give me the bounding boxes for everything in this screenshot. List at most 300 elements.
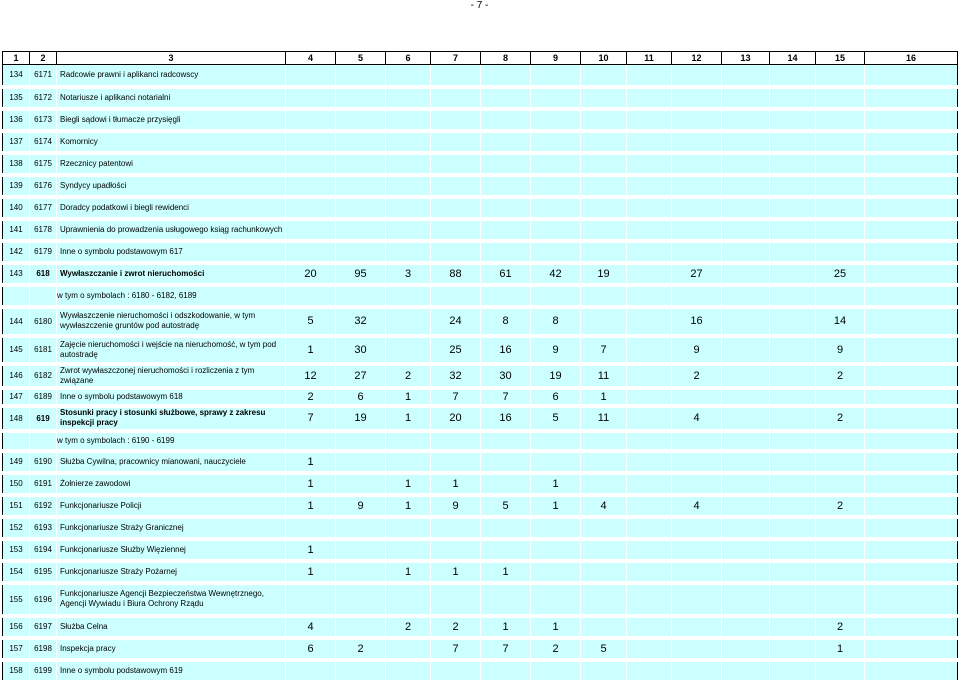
value-cell [286, 241, 336, 263]
value-cell: 2 [431, 616, 481, 638]
value-cell [336, 660, 386, 682]
value-cell [481, 131, 531, 153]
value-cell [286, 197, 336, 219]
value-cell [581, 307, 627, 336]
description-cell: Funkcjonariusze Straży Pożarnej [57, 561, 286, 583]
row-number-cell: 151 [3, 495, 30, 517]
row-number-cell: 142 [3, 241, 30, 263]
statistics-table [2, 51, 958, 684]
value-cell [865, 451, 958, 473]
value-cell [722, 388, 770, 406]
value-cell [770, 153, 816, 175]
value-cell [336, 65, 386, 87]
value-cell [722, 263, 770, 285]
symbol-cell: 6174 [30, 131, 57, 153]
table-row [3, 109, 958, 131]
table-row [3, 87, 958, 109]
symbol-cell: 619 [30, 406, 57, 431]
value-cell: 19 [581, 263, 627, 285]
value-cell [722, 616, 770, 638]
value-cell [770, 175, 816, 197]
description-cell: Funkcjonariusze Służby Więziennej [57, 539, 286, 561]
value-cell [627, 175, 672, 197]
value-cell: 2 [816, 364, 865, 388]
value-cell: 24 [431, 307, 481, 336]
symbol-cell: 6177 [30, 197, 57, 219]
table-row [3, 388, 958, 406]
row-number-cell: 135 [3, 87, 30, 109]
value-cell [581, 109, 627, 131]
value-cell [770, 473, 816, 495]
row-number-cell: 152 [3, 517, 30, 539]
description-cell: Wywłaszczanie i zwrot nieruchomości [57, 263, 286, 285]
value-cell: 14 [816, 307, 865, 336]
row-number-cell: 153 [3, 539, 30, 561]
column-number-header: 4 [286, 52, 336, 65]
value-cell [431, 131, 481, 153]
value-cell [816, 473, 865, 495]
value-cell [531, 131, 581, 153]
value-cell [627, 364, 672, 388]
value-cell [627, 583, 672, 616]
page-number: - 7 - [470, 0, 489, 11]
value-cell: 11 [581, 406, 627, 431]
description-cell: Służba Cywilna, pracownicy mianowani, nauczyciele [57, 451, 286, 473]
value-cell [770, 65, 816, 87]
value-cell [336, 431, 386, 451]
row-number-cell: 156 [3, 616, 30, 638]
value-cell [627, 336, 672, 364]
column-number-header: 9 [531, 52, 581, 65]
value-cell [386, 285, 431, 307]
value-cell [816, 153, 865, 175]
value-cell [386, 539, 431, 561]
value-cell [722, 561, 770, 583]
value-cell [722, 285, 770, 307]
column-number-header: 12 [672, 52, 722, 65]
value-cell [581, 87, 627, 109]
table-row [3, 197, 958, 219]
row-number-cell: 145 [3, 336, 30, 364]
symbol-cell: 6182 [30, 364, 57, 388]
value-cell [627, 431, 672, 451]
symbol-cell [30, 285, 57, 307]
description-cell: Rzecznicy patentowi [57, 153, 286, 175]
row-number-cell: 148 [3, 406, 30, 431]
description-cell: Radcowie prawni i aplikanci radcowscy [57, 65, 286, 87]
value-cell [581, 660, 627, 682]
table-row [3, 336, 958, 364]
value-cell [336, 197, 386, 219]
row-number-cell: 137 [3, 131, 30, 153]
value-cell [770, 87, 816, 109]
column-number-header: 13 [722, 52, 770, 65]
value-cell: 9 [336, 495, 386, 517]
value-cell [770, 561, 816, 583]
value-cell [431, 109, 481, 131]
value-cell: 4 [286, 616, 336, 638]
symbol-cell: 6198 [30, 638, 57, 660]
value-cell: 32 [336, 307, 386, 336]
value-cell [865, 660, 958, 682]
value-cell [431, 285, 481, 307]
value-cell [627, 65, 672, 87]
value-cell [816, 388, 865, 406]
value-cell: 4 [581, 495, 627, 517]
value-cell [627, 660, 672, 682]
value-cell [672, 87, 722, 109]
value-cell: 2 [286, 388, 336, 406]
value-cell [865, 65, 958, 87]
value-cell [531, 219, 581, 241]
value-cell: 7 [286, 406, 336, 431]
value-cell [865, 241, 958, 263]
description-cell: Służba Celna [57, 616, 286, 638]
value-cell: 9 [431, 495, 481, 517]
value-cell [722, 336, 770, 364]
value-cell [816, 197, 865, 219]
row-number-cell: 134 [3, 65, 30, 87]
value-cell [481, 473, 531, 495]
value-cell [865, 539, 958, 561]
value-cell [672, 131, 722, 153]
value-cell [286, 109, 336, 131]
value-cell [627, 388, 672, 406]
value-cell: 61 [481, 263, 531, 285]
value-cell [336, 87, 386, 109]
table-row [3, 616, 958, 638]
value-cell [627, 561, 672, 583]
value-cell: 9 [531, 336, 581, 364]
table-row [3, 241, 958, 263]
value-cell: 30 [481, 364, 531, 388]
value-cell: 11 [581, 364, 627, 388]
value-cell [531, 197, 581, 219]
symbol-cell: 6189 [30, 388, 57, 406]
value-cell: 16 [481, 336, 531, 364]
value-cell [531, 87, 581, 109]
value-cell [481, 517, 531, 539]
value-cell [336, 451, 386, 473]
value-cell [581, 153, 627, 175]
symbol-cell: 6173 [30, 109, 57, 131]
value-cell [481, 451, 531, 473]
value-cell [481, 219, 531, 241]
value-cell [581, 197, 627, 219]
value-cell [672, 285, 722, 307]
value-cell [865, 307, 958, 336]
row-number-cell: 147 [3, 388, 30, 406]
value-cell [770, 307, 816, 336]
value-cell [581, 219, 627, 241]
value-cell [770, 336, 816, 364]
value-cell [581, 517, 627, 539]
value-cell [770, 406, 816, 431]
symbol-cell: 6190 [30, 451, 57, 473]
value-cell [286, 431, 336, 451]
symbol-cell: 6195 [30, 561, 57, 583]
value-cell [672, 109, 722, 131]
value-cell [722, 175, 770, 197]
value-cell [386, 583, 431, 616]
value-cell: 16 [481, 406, 531, 431]
value-cell [431, 451, 481, 473]
value-cell [386, 153, 431, 175]
table-row [3, 583, 958, 616]
value-cell [672, 561, 722, 583]
value-cell: 1 [481, 561, 531, 583]
value-cell [386, 517, 431, 539]
value-cell: 5 [481, 495, 531, 517]
value-cell: 7 [481, 388, 531, 406]
value-cell [770, 495, 816, 517]
value-cell [627, 263, 672, 285]
value-cell: 1 [386, 495, 431, 517]
symbol-cell: 6179 [30, 241, 57, 263]
value-cell [386, 638, 431, 660]
value-cell [286, 65, 336, 87]
value-cell: 9 [672, 336, 722, 364]
table-row [3, 431, 958, 451]
value-cell [770, 638, 816, 660]
value-cell [627, 406, 672, 431]
value-cell [627, 307, 672, 336]
value-cell [386, 241, 431, 263]
table-row [3, 660, 958, 682]
value-cell: 2 [672, 364, 722, 388]
value-cell [865, 336, 958, 364]
value-cell: 1 [531, 473, 581, 495]
value-cell [672, 197, 722, 219]
value-cell [581, 65, 627, 87]
value-cell [336, 561, 386, 583]
value-cell: 27 [336, 364, 386, 388]
value-cell [481, 65, 531, 87]
column-number-header: 8 [481, 52, 531, 65]
value-cell: 1 [386, 561, 431, 583]
value-cell [672, 431, 722, 451]
value-cell: 1 [286, 495, 336, 517]
value-cell [531, 583, 581, 616]
value-cell [816, 131, 865, 153]
value-cell: 1 [286, 473, 336, 495]
value-cell [286, 131, 336, 153]
value-cell [816, 219, 865, 241]
value-cell [627, 539, 672, 561]
symbol-cell [30, 431, 57, 451]
description-cell: w tym o symbolach : 6180 - 6182, 6189 [57, 285, 286, 307]
value-cell [336, 153, 386, 175]
description-cell: Inne o symbolu podstawowym 618 [57, 388, 286, 406]
row-number-cell: 150 [3, 473, 30, 495]
value-cell [816, 451, 865, 473]
value-cell [816, 241, 865, 263]
value-cell [481, 539, 531, 561]
value-cell [722, 495, 770, 517]
table-row [3, 219, 958, 241]
table-row [3, 131, 958, 153]
value-cell: 6 [336, 388, 386, 406]
value-cell: 12 [286, 364, 336, 388]
value-cell [286, 175, 336, 197]
value-cell [865, 431, 958, 451]
value-cell: 1 [431, 473, 481, 495]
value-cell [770, 616, 816, 638]
value-cell [627, 241, 672, 263]
value-cell [672, 65, 722, 87]
value-cell [865, 406, 958, 431]
value-cell [431, 431, 481, 451]
value-cell [865, 473, 958, 495]
table-row [3, 307, 958, 336]
value-cell: 1 [386, 473, 431, 495]
symbol-cell: 6181 [30, 336, 57, 364]
value-cell [816, 431, 865, 451]
value-cell: 19 [336, 406, 386, 431]
value-cell [770, 263, 816, 285]
value-cell [672, 638, 722, 660]
value-cell [770, 583, 816, 616]
value-cell [386, 109, 431, 131]
value-cell: 1 [481, 616, 531, 638]
value-cell [865, 263, 958, 285]
value-cell [531, 175, 581, 197]
value-cell [865, 175, 958, 197]
symbol-cell: 6171 [30, 65, 57, 87]
value-cell: 42 [531, 263, 581, 285]
column-number-header: 11 [627, 52, 672, 65]
value-cell [386, 65, 431, 87]
column-number-header-row [3, 52, 958, 65]
value-cell [481, 583, 531, 616]
value-cell [627, 616, 672, 638]
value-cell: 5 [581, 638, 627, 660]
value-cell [336, 175, 386, 197]
column-number-header: 15 [816, 52, 865, 65]
value-cell: 9 [816, 336, 865, 364]
row-number-cell: 144 [3, 307, 30, 336]
value-cell [722, 660, 770, 682]
value-cell [722, 153, 770, 175]
value-cell [672, 175, 722, 197]
value-cell [336, 285, 386, 307]
symbol-cell: 6175 [30, 153, 57, 175]
value-cell [865, 197, 958, 219]
table-row [3, 406, 958, 431]
value-cell: 25 [816, 263, 865, 285]
value-cell [431, 175, 481, 197]
value-cell: 1 [286, 336, 336, 364]
value-cell [431, 87, 481, 109]
description-cell: Biegli sądowi i tłumacze przysięgli [57, 109, 286, 131]
description-cell: Żołnierze zawodowi [57, 473, 286, 495]
value-cell [581, 285, 627, 307]
value-cell [770, 388, 816, 406]
value-cell [581, 451, 627, 473]
value-cell [672, 219, 722, 241]
description-cell: w tym o symbolach : 6190 - 6199 [57, 431, 286, 451]
value-cell [865, 638, 958, 660]
description-cell: Zajęcie nieruchomości i wejście na nieruchomość, w tym pod autostradę [57, 336, 286, 364]
value-cell [816, 583, 865, 616]
value-cell [865, 219, 958, 241]
value-cell [865, 153, 958, 175]
value-cell [722, 241, 770, 263]
description-cell: Komornicy [57, 131, 286, 153]
value-cell [336, 131, 386, 153]
value-cell: 7 [481, 638, 531, 660]
description-cell: Uprawnienia do prowadzenia usługowego ksiąg rachunkowych [57, 219, 286, 241]
value-cell: 20 [431, 406, 481, 431]
table-row [3, 638, 958, 660]
table-row [3, 517, 958, 539]
value-cell [816, 87, 865, 109]
value-cell: 5 [531, 406, 581, 431]
value-cell [531, 431, 581, 451]
value-cell [336, 583, 386, 616]
value-cell [722, 473, 770, 495]
value-cell [722, 65, 770, 87]
value-cell: 1 [531, 495, 581, 517]
value-cell [627, 451, 672, 473]
value-cell [770, 539, 816, 561]
value-cell [286, 517, 336, 539]
value-cell: 3 [386, 263, 431, 285]
value-cell [672, 473, 722, 495]
value-cell [865, 561, 958, 583]
value-cell: 27 [672, 263, 722, 285]
value-cell [336, 517, 386, 539]
table-row [3, 263, 958, 285]
row-number-cell: 139 [3, 175, 30, 197]
row-number-cell [3, 285, 30, 307]
value-cell [865, 616, 958, 638]
value-cell [531, 517, 581, 539]
value-cell [722, 109, 770, 131]
value-cell [722, 219, 770, 241]
value-cell [386, 307, 431, 336]
value-cell [627, 131, 672, 153]
value-cell [770, 109, 816, 131]
value-cell: 2 [386, 364, 431, 388]
table-row [3, 473, 958, 495]
column-number-header: 3 [57, 52, 286, 65]
value-cell [431, 583, 481, 616]
value-cell [531, 660, 581, 682]
value-cell: 4 [672, 406, 722, 431]
row-number-cell: 149 [3, 451, 30, 473]
value-cell [627, 219, 672, 241]
value-cell: 2 [531, 638, 581, 660]
value-cell: 2 [386, 616, 431, 638]
table-row [3, 65, 958, 87]
value-cell [816, 109, 865, 131]
value-cell: 5 [286, 307, 336, 336]
value-cell [865, 109, 958, 131]
value-cell [865, 495, 958, 517]
value-cell [770, 431, 816, 451]
description-cell: Zwrot wywłaszczonej nieruchomości i rozliczenia z tym związane [57, 364, 286, 388]
symbol-cell: 6176 [30, 175, 57, 197]
value-cell [481, 87, 531, 109]
symbol-cell: 6191 [30, 473, 57, 495]
description-cell: Doradcy podatkowi i biegli rewidenci [57, 197, 286, 219]
value-cell [431, 65, 481, 87]
value-cell [581, 241, 627, 263]
column-number-header: 10 [581, 52, 627, 65]
value-cell [531, 451, 581, 473]
value-cell: 2 [816, 495, 865, 517]
